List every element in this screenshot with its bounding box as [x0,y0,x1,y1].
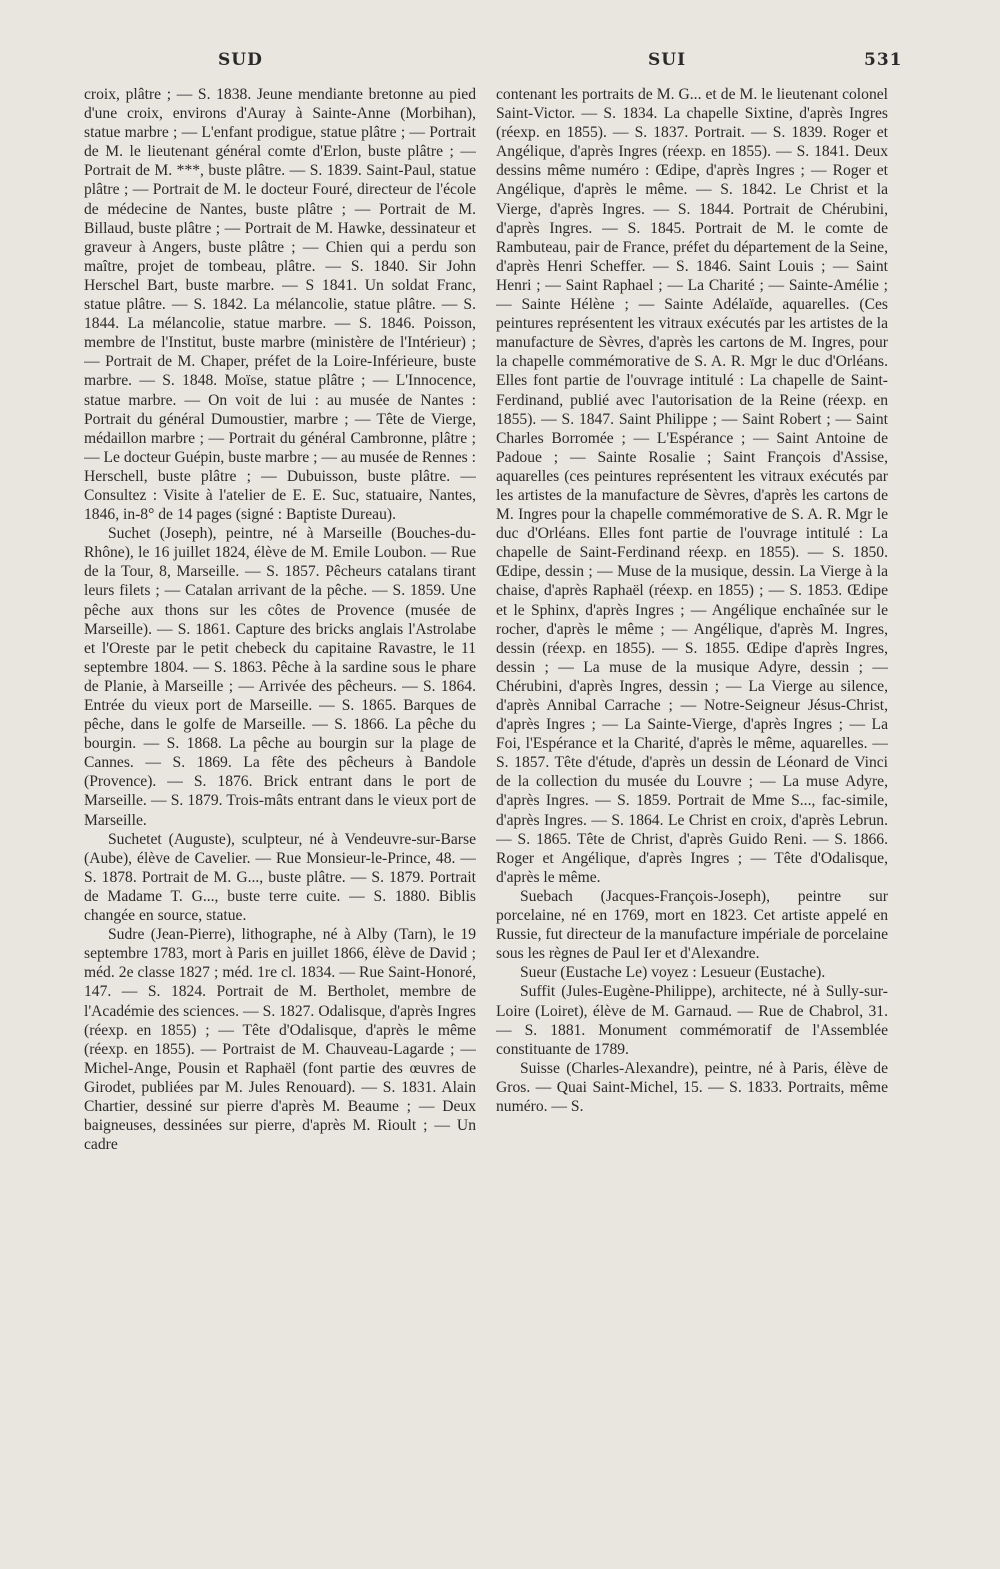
entry-suebach: Suebach (Jacques-François-Joseph), peintre sur porcelaine, né en 1769, mort en 1823. Cet artiste appelé en Russie, fut directeur de la manufacture impériale de porcelaine sous les règnes de Paul Ier et d'Alexandre. [496,887,888,963]
left-column [84,85,476,1435]
entry-paragraph: contenant les portraits de M. G... et de M. le lieutenant colonel Saint-Victor. — S. 1834. La chapelle Sixtine, d'après Ingres (réexp. en 1855). — S. 1837. Portrait. — S. 1839. Roger et Angélique, d'après Ingres (réexp. en 1855). — S. 1841. Deux dessins même numéro : Œdipe, d'après Ingres ; — Roger et Angélique, d'après le même. — S. 1842. Le Christ et la Vierge, d'après Ingres. — S. 1844. Portrait de Chérubini, d'après Ingres. — S. 1845. Portrait de M. le comte de Rambuteau, pair de France, préfet du département de la Seine, d'après Henri Scheffer. — S. 1846. Saint Louis ; — Saint Henri ; — Saint Raphael ; — La Charité ; — Sainte-Amélie ; — Sainte Hélène ; — Sainte Adélaïde, aquarelles. (Ces peintures représentent les vitraux exécutés par les artistes de la manufacture de Sèvres, d'après les cartons de M. Ingres, pour la chapelle commémorative de S. A. R. Mgr le duc d'Orléans. Elles font partie de l'ouvrage intitulé : La chapelle de Saint-Ferdinand, publié avec l'autorisation de la Reine (réexp. en 1855). — S. 1847. Saint Philippe ; — Saint Robert ; — Saint Charles Borromée ; — L'Espérance ; — Saint Antoine de Padoue ; — Sainte Rosalie ; Saint François d'Assise, aquarelles (ces peintures représentent les vitraux exécutés par les artistes de la manufacture de Sèvres, d'après les cartons de M. Ingres pour la chapelle commémorative de S. A. R. Mgr le duc d'Orléans. Elles font partie de l'ouvrage intitulé : La chapelle de Saint-Ferdinand réexp. en 1855). — S. 1850. Œdipe, dessin ; — Muse de la musique, dessin. La Vierge à la chaise, d'après Raphaël (réexp. en 1855) ; — S. 1853. Œdipe et le Sphinx, d'après Ingres ; — Angélique enchaînée sur le rocher, d'après le même ; — Angélique, d'après M. Ingres, dessin (réexp. en 1855). — S. 1855. Œdipe d'après Ingres, dessin ; — La muse de la musique Adyre, dessin ; — Chérubini, d'après Ingres, dessin ; — La Vierge au silence, d'après Annibal Carrache ; — Notre-Seigneur Jésus-Christ, d'après Ingres ; — La Sainte-Vierge, d'après Ingres ; — La Foi, l'Espérance et la Charité, d'après le même, aquarelles. — S. 1857. Tête d'étude, d'après un dessin de Léonard de Vinci de la collection du musée du Louvre ; — La muse Adyre, d'après Ingres. — S. 1859. Portrait de Mme S..., fac-simile, d'après Ingres. — S. 1864. Le Christ en croix, d'après Lebrun. — S. 1865. Tête de Christ, d'après Guido Reni. — S. 1866. Roger et Angélique, d'après Ingres ; — Tête d'Odalisque, d'après le même. [496,86,888,886]
entry-suchet: Suchet (Joseph), peintre, né à Marseille (Bouches-du-Rhône), le 16 juillet 1824, élève de M. Emile Loubon. — Rue de la Tour, 8, Marseille. — S. 1857. Pêcheurs catalans tirant leurs filets ; — Catalan arrivant de la pêche. — S. 1859. Une pêche aux thons sur les côtes de Provence (musée de Marseille). — S. 1861. Capture des bricks anglais l'Astrolabe et l'Oreste par le petit chebeck du capitaine Ravastre, le 11 septembre 1804. — S. 1863. Pêche à la sardine sous le phare de Planie, à Marseille ; — Arrivée des pêcheurs. — S. 1864. Entrée du vieux port de Marseille. — S. 1865. Barques de pêche, dans le golfe de Marseille. — S. 1866. La pêche du bourgin. — S. 1868. La pêche au bourgin sur la plage de Cannes. — S. 1869. La fête des pêcheurs à Bandole (Provence). — S. 1876. Brick entrant dans le port de Marseille. — S. 1879. Trois-mâts entrant dans le vieux port de Marseille. [84,525,476,829]
entry-suchetet: Suchetet (Auguste), sculpteur, né à Vendeuvre-sur-Barse (Aube), élève de Cavelier. — Rue Monsieur-le-Prince, 48. — S. 1878. Portrait de M. G..., buste plâtre. — S. 1879. Portrait de Madame T. G..., buste terre cuite. — S. 1880. Biblis changée en source, statue. [84,830,476,925]
running-head-center: SUI [648,50,687,70]
entry-sudre: Sudre (Jean-Pierre), lithographe, né à Alby (Tarn), le 19 septembre 1783, mort à Paris en juillet 1866, élève de David ; méd. 2e classe 1827 ; méd. 1re cl. 1834. — Rue Saint-Honoré, 147. — S. 1824. Portrait de M. Bertholet, membre de l'Académie des sciences. — S. 1827. Odalisque, d'après Ingres (réexp. en 1855) ; — Tête d'Odalisque, d'après le même (réexp. en 1855). — Portraist de M. Chauveau-Lagarde ; — Michel-Ange, Pousin et Raphaël (font partie des œuvres de Girodet, publiées par M. Jules Renouard). — S. 1831. Alain Chartier, dessiné sur pierre d'après M. Beaume ; — Deux baigneuses, dessinées sur pierre, d'après M. Rioult ; — Un cadre [84,926,476,1154]
running-head-left: SUD [218,50,263,70]
entry-suffit: Suffit (Jules-Eugène-Philippe), architecte, né à Sully-sur-Loire (Loiret), élève de M. Garnaud. — Rue de Chabrol, 31. — S. 1881. Monument commémoratif de l'Assemblée constituante de 1789. [496,983,888,1058]
entry-suisse: Suisse (Charles-Alexandre), peintre, né à Paris, élève de Gros. — Quai Saint-Michel, 15. — S. 1833. Portraits, même numéro. — S. [496,1059,888,1115]
entry-sueur: Sueur (Eustache Le) voyez : Lesueur (Eustache). [520,964,826,982]
page-number: 531 [864,50,903,70]
right-column [496,85,888,1435]
entry-paragraph: croix, plâtre ; — S. 1838. Jeune mendiante bretonne au pied d'une croix, environs d'Auray à Sainte-Anne (Morbihan), statue marbre ; — L'enfant prodigue, statue plâtre ; — Portrait de M. le lieutenant général comte d'Erlon, buste plâtre ; — Portrait de M. ***, buste plâtre. — S. 1839. Saint-Paul, statue plâtre ; — Portrait de M. le docteur Fouré, directeur de l'école de médecine de Nantes, buste plâtre ; — Portrait de M. Billaud, buste plâtre ; — Portrait de M. Hawke, dessinateur et graveur à Angers, buste plâtre ; — Chien qui a perdu son maître, projet de tombeau, plâtre. — S. 1840. Sir John Herschel Bart, buste marbre. — S 1841. Un soldat Franc, statue plâtre. — S. 1842. La mélancolie, statue plâtre. — S. 1844. La mélancolie, statue marbre. — S. 1846. Poisson, membre de l'Institut, buste marbre (ministère de l'Intérieur) ; — Portrait de M. Chaper, préfet de la Loire-Inférieure, buste marbre. — S. 1848. Moïse, statue plâtre ; — L'Innocence, statue marbre. — On voit de lui : au musée de Nantes : Portrait du général Dumoustier, marbre ; — Tête de Vierge, médaillon marbre ; — Portrait du général Cambronne, plâtre ; — Le docteur Guépin, buste marbre ; — au musée de Rennes : Herschell, buste plâtre ; — Dubuisson, buste plâtre. — Consultez : Visite à l'atelier de E. E. Suc, statuaire, Nantes, 1846, in-8° de 14 pages (signé : Baptiste Dureau). [84,86,476,524]
